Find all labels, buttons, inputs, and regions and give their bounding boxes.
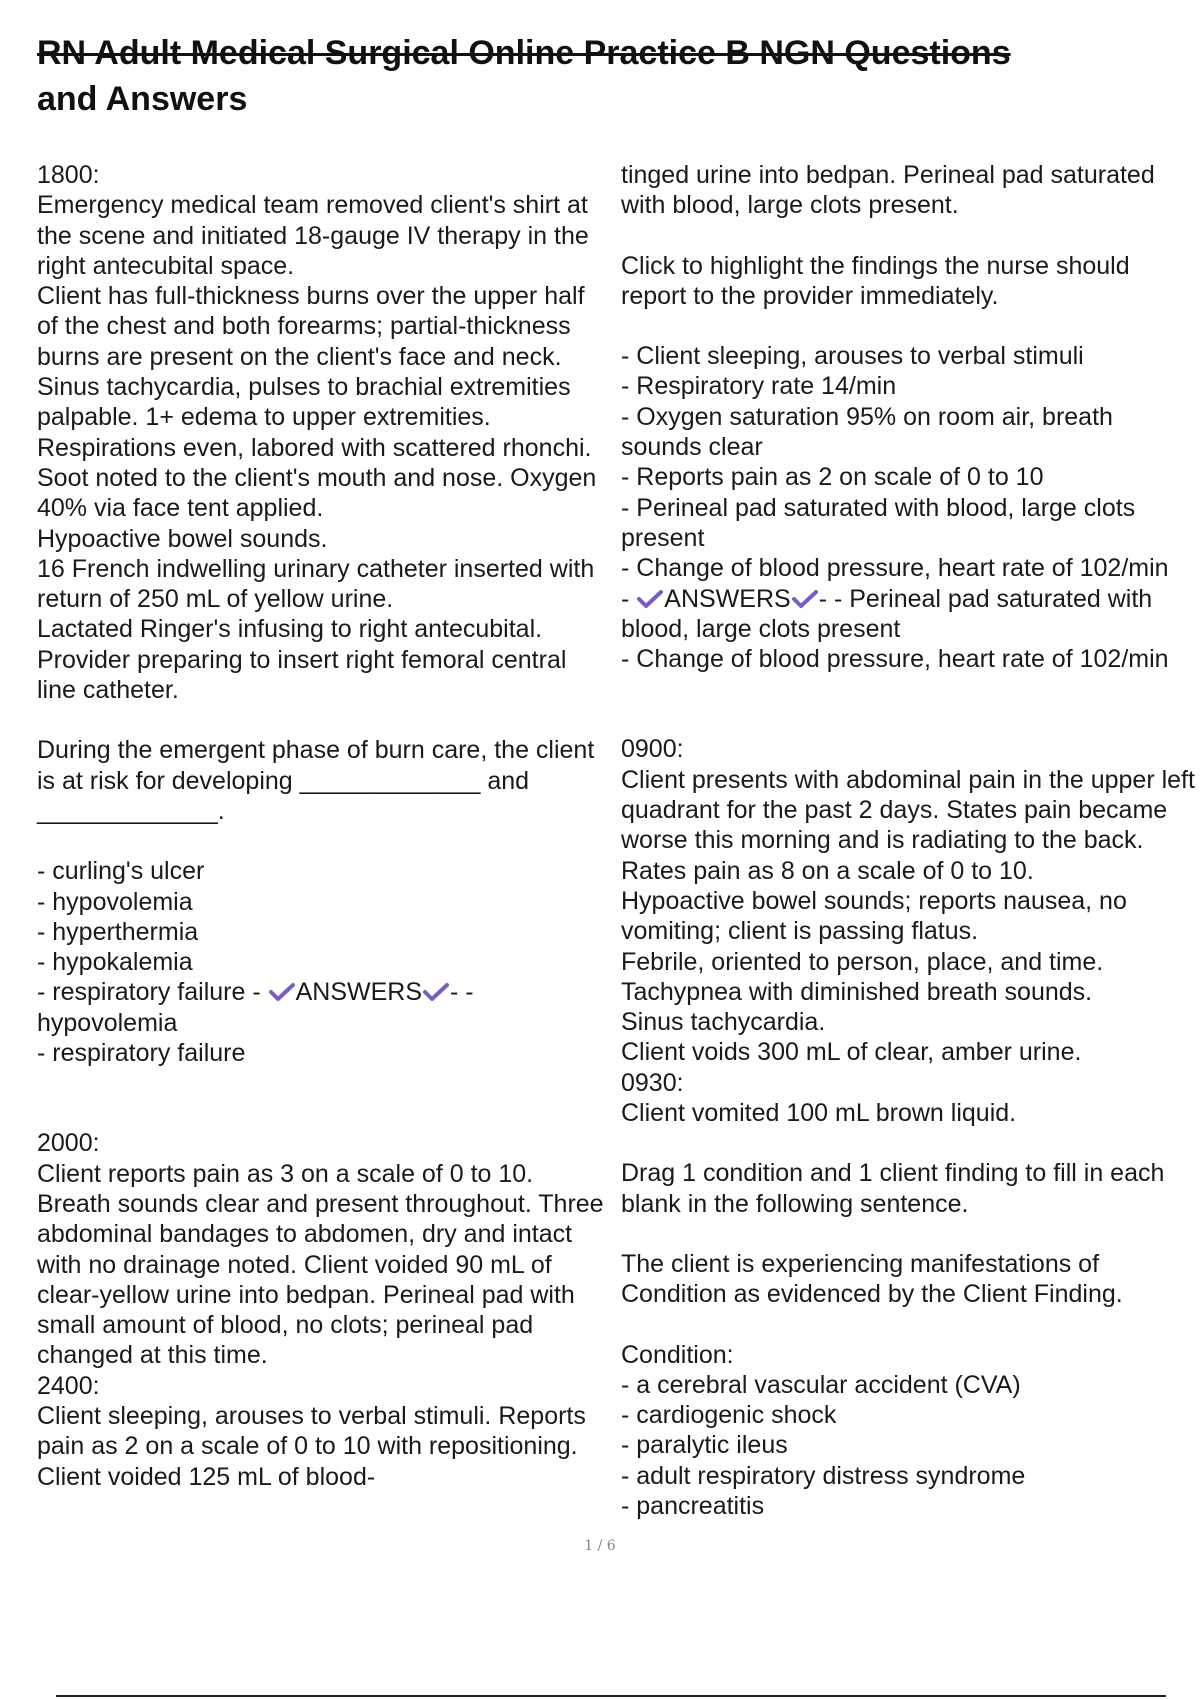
checkmark-icon bbox=[422, 980, 450, 1002]
option-item: - cardiogenic shock bbox=[621, 1401, 837, 1430]
answer-line bbox=[621, 584, 1196, 645]
paragraph: Hypoactive bowel sounds; reports nausea, no vomiting; client is passing flatus. bbox=[621, 886, 1127, 946]
option-item: - Oxygen saturation 95% on room air, breath sounds clear bbox=[621, 402, 1113, 462]
time-2400: 2400: bbox=[37, 1371, 100, 1400]
answers-label: ANSWERS bbox=[295, 978, 423, 1007]
option-item: - Reports pain as 2 on scale of 0 to 10 bbox=[621, 463, 1044, 492]
option-item: - respiratory failure - bbox=[37, 978, 268, 1007]
question-text: During the emergent phase of burn care, the client is at risk for developing _____________ and _____________. bbox=[37, 736, 595, 825]
answers-label: ANSWERS bbox=[664, 584, 791, 613]
option-item: - pancreatitis bbox=[621, 1491, 765, 1520]
answer-prefix: - bbox=[621, 584, 637, 613]
paragraph: Febrile, oriented to person, place, and time. bbox=[621, 947, 1104, 976]
paragraph: Client has full-thickness burns over the upper half of the chest and both forearms; partial-thickness burns are present on the client's face and neck. bbox=[37, 282, 585, 371]
paragraph: Sinus tachycardia, pulses to brachial extremities palpable. 1+ edema to upper extremities. bbox=[37, 373, 571, 432]
paragraph: Hypoactive bowel sounds. bbox=[37, 524, 328, 553]
paragraph: Lactated Ringer's infusing to right antecubital. Provider preparing to insert right femoral central line catheter. bbox=[37, 615, 567, 705]
question-text: Drag 1 condition and 1 client finding to fill in each blank in the following sentence. bbox=[621, 1159, 1165, 1218]
checkmark-icon bbox=[636, 587, 664, 609]
paragraph: Client voids 300 mL of clear, amber urine. bbox=[621, 1038, 1082, 1067]
option-item: - Perineal pad saturated with blood, large clots present bbox=[621, 493, 1136, 552]
option-item: - Change of blood pressure, heart rate of 102/min bbox=[621, 554, 1169, 583]
option-item: - adult respiratory distress syndrome bbox=[621, 1461, 1026, 1490]
paragraph: Client presents with abdominal pain in the upper left quadrant for the past 2 days. States pain became worse this morning and is radiating to the back. Rates pain as 8 on a scale of 0 to 10. bbox=[621, 765, 1195, 885]
left-column bbox=[37, 160, 607, 1492]
right-column bbox=[621, 160, 1196, 1521]
option-item: - a cerebral vascular accident (CVA) bbox=[621, 1370, 1021, 1399]
option-item: - Respiratory rate 14/min bbox=[621, 372, 897, 401]
divider bbox=[56, 1695, 1166, 1697]
option-item: - hypokalemia bbox=[37, 948, 193, 977]
time-0900: 0900: bbox=[621, 735, 684, 764]
option-item: - curling's ulcer bbox=[37, 857, 205, 886]
answer-line bbox=[37, 977, 607, 1038]
paragraph: Sinus tachycardia. bbox=[621, 1008, 826, 1037]
question-text: The client is experiencing manifestations of Condition as evidenced by the Client Finding. bbox=[621, 1249, 1123, 1309]
question-text: Click to highlight the findings the nurse should report to the provider immediately. bbox=[621, 251, 1130, 310]
answer-text: - Change of blood pressure, heart rate of 102/min bbox=[621, 645, 1169, 674]
option-item: - hyperthermia bbox=[37, 917, 199, 946]
paragraph: 16 French indwelling urinary catheter inserted with return of 250 mL of yellow urine. bbox=[37, 554, 595, 614]
condition-heading: Condition: bbox=[621, 1340, 734, 1369]
page-number: 1 / 6 bbox=[584, 1538, 616, 1554]
checkmark-icon bbox=[268, 980, 296, 1002]
paragraph: Emergency medical team removed client's shirt at the scene and initiated 18-gauge IV therapy in the right antecubital space. bbox=[37, 191, 589, 280]
paragraph: Client reports pain as 3 on a scale of 0 to 10. Breath sounds clear and present throughout. Three abdominal bandages to abdomen, dry and intact with no drainage noted. Client voided 90 mL of clear-yellow urine into bedpan. Perineal pad with small amount of blood, no clots; perineal pad changed at this time. bbox=[37, 1159, 604, 1370]
document-title bbox=[37, 30, 1157, 122]
paragraph: Client sleeping, arouses to verbal stimuli. Reports pain as 2 on a scale of 0 to 10 with repositioning. Client voided 125 mL of blood- bbox=[37, 1401, 586, 1491]
paragraph: Client vomited 100 mL brown liquid. bbox=[621, 1099, 1017, 1128]
answer-text: - respiratory failure bbox=[37, 1039, 246, 1068]
checkmark-icon bbox=[791, 587, 819, 609]
paragraph: tinged urine into bedpan. Perineal pad saturated with blood, large clots present. bbox=[621, 161, 1155, 220]
title-line-2: and Answers bbox=[37, 80, 248, 118]
option-item: - paralytic ileus bbox=[621, 1431, 788, 1460]
answer-text: - - hypovolemia bbox=[37, 978, 474, 1037]
answer-text: - - Perineal pad saturated with blood, large clots present bbox=[621, 584, 1153, 643]
time-2000: 2000: bbox=[37, 1129, 100, 1158]
time-1800: 1800: bbox=[37, 161, 100, 189]
paragraph: Tachypnea with diminished breath sounds. bbox=[621, 977, 1093, 1006]
time-0930: 0930: bbox=[621, 1068, 684, 1097]
paragraph: Respirations even, labored with scattered rhonchi. Soot noted to the client's mouth and nose. Oxygen 40% via face tent applied. bbox=[37, 433, 597, 523]
option-item: - Client sleeping, arouses to verbal stimuli bbox=[621, 342, 1084, 371]
title-line-1: RN Adult Medical Surgical Online Practice B NGN Questions bbox=[37, 34, 1011, 72]
option-item: - hypovolemia bbox=[37, 887, 193, 916]
